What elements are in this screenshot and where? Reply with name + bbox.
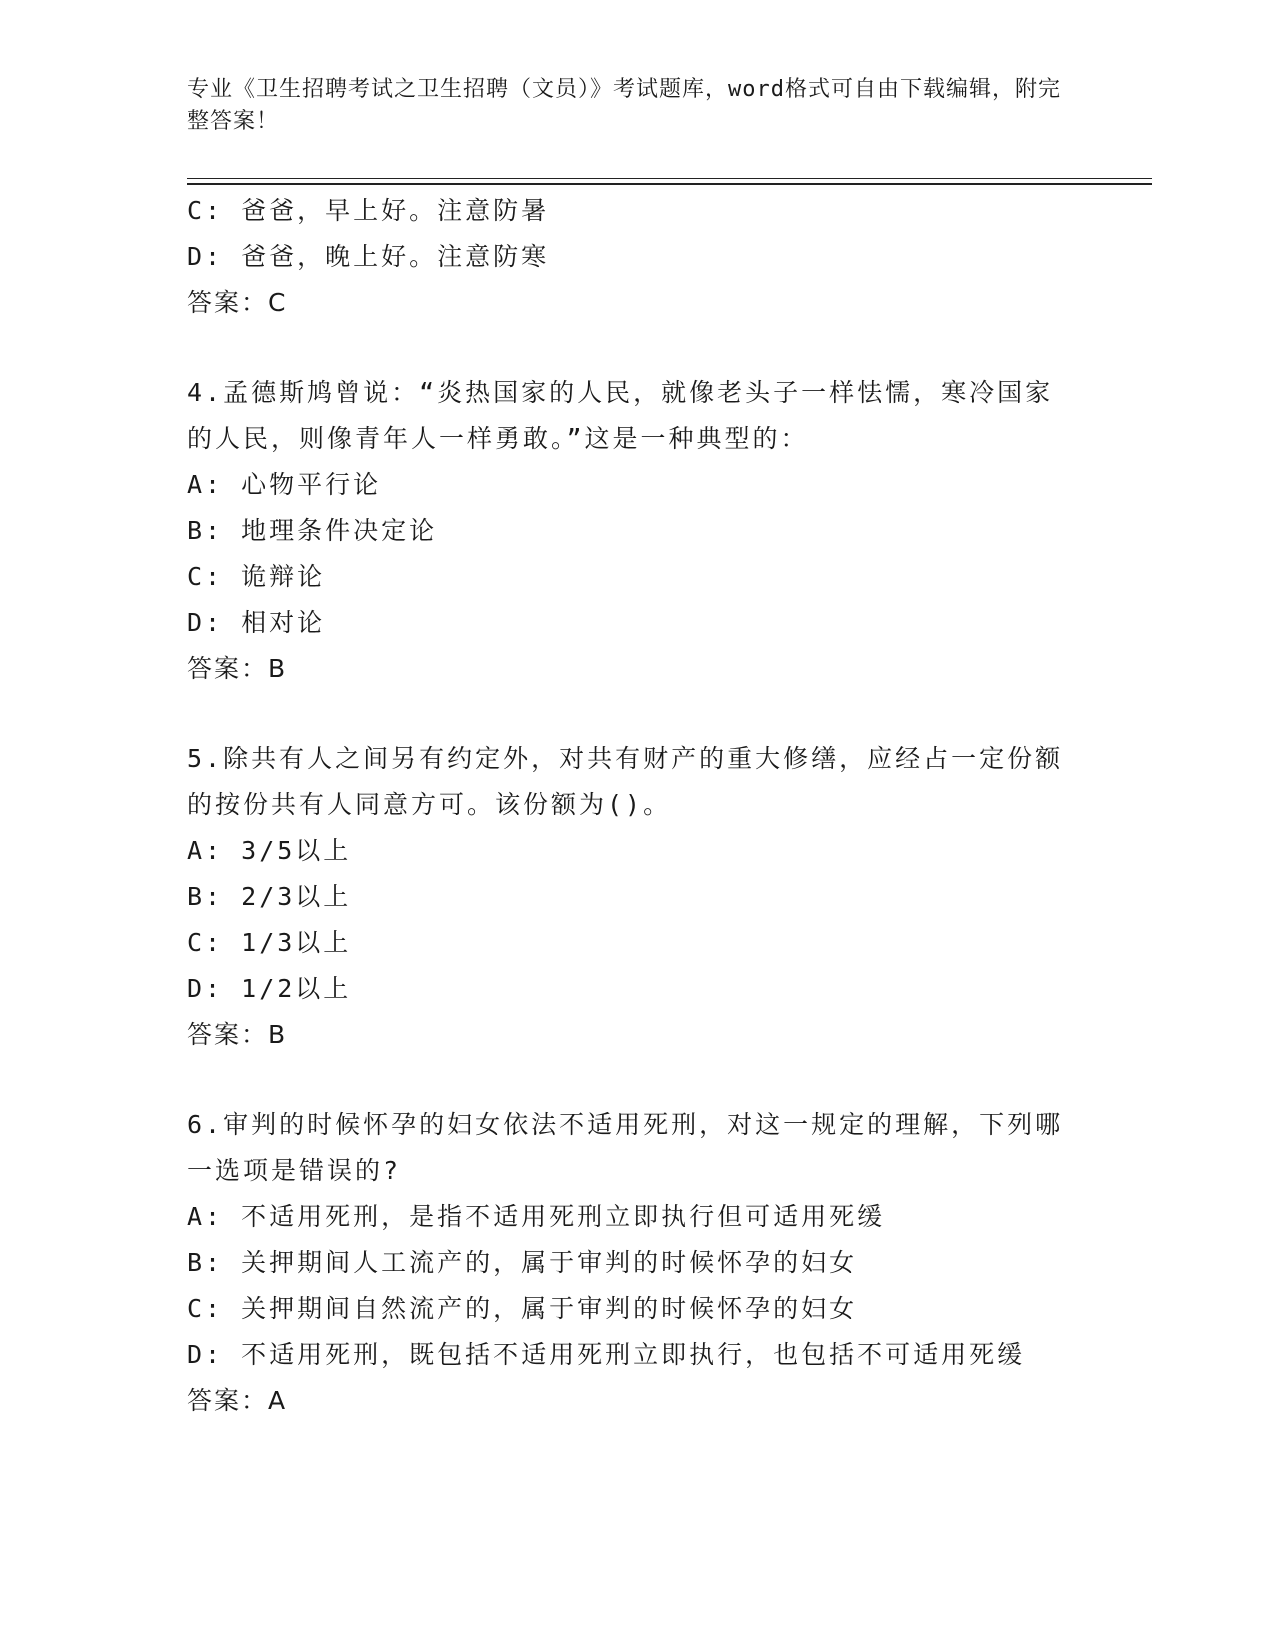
option-a: A: 心物平行论 [187,470,382,499]
question-list [187,188,1087,1424]
answer: 答案：A [187,1386,288,1415]
question-text: 4.孟德斯鸠曾说：“炎热国家的人民，就像老头子一样怯懦，寒冷国家的人民，则像青年人一样勇敢。”这是一种典型的： [187,378,1054,453]
option-b: B: 关押期间人工流产的，属于审判的时候怀孕的妇女 [187,1248,858,1277]
option-d: D: 爸爸，晚上好。注意防寒 [187,242,550,271]
option-d: D: 1/2以上 [187,974,352,1003]
question-text: 5.除共有人之间另有约定外，对共有财产的重大修缮，应经占一定份额的按份共有人同意方可。该份额为()。 [187,744,1064,819]
option-d: D: 不适用死刑，既包括不适用死刑立即执行，也包括不可适用死缓 [187,1340,1026,1369]
question-6 [187,1102,1087,1424]
option-c: C: 1/3以上 [187,928,352,957]
answer: 答案：B [187,654,288,683]
option-b: B: 2/3以上 [187,882,352,911]
option-b: B: 地理条件决定论 [187,516,438,545]
question-5 [187,736,1087,1058]
answer: 答案：B [187,1020,288,1049]
option-c: C: 诡辩论 [187,562,326,591]
question-4 [187,370,1087,692]
continued-question [187,188,1087,326]
option-a: A: 不适用死刑，是指不适用死刑立即执行但可适用死缓 [187,1202,886,1231]
option-a: A: 3/5以上 [187,836,352,865]
question-text: 6.审判的时候怀孕的妇女依法不适用死刑，对这一规定的理解，下列哪一选项是错误的? [187,1110,1064,1185]
option-c: C: 关押期间自然流产的，属于审判的时候怀孕的妇女 [187,1294,858,1323]
document-header: 专业《卫生招聘考试之卫生招聘（文员）》考试题库，word格式可自由下载编辑，附完整答案！ [187,77,1061,134]
header-divider-thin [187,178,1152,179]
option-d: D: 相对论 [187,608,326,637]
answer: 答案：C [187,288,288,317]
option-c: C: 爸爸，早上好。注意防暑 [187,196,550,225]
header-divider-thick [187,183,1152,185]
